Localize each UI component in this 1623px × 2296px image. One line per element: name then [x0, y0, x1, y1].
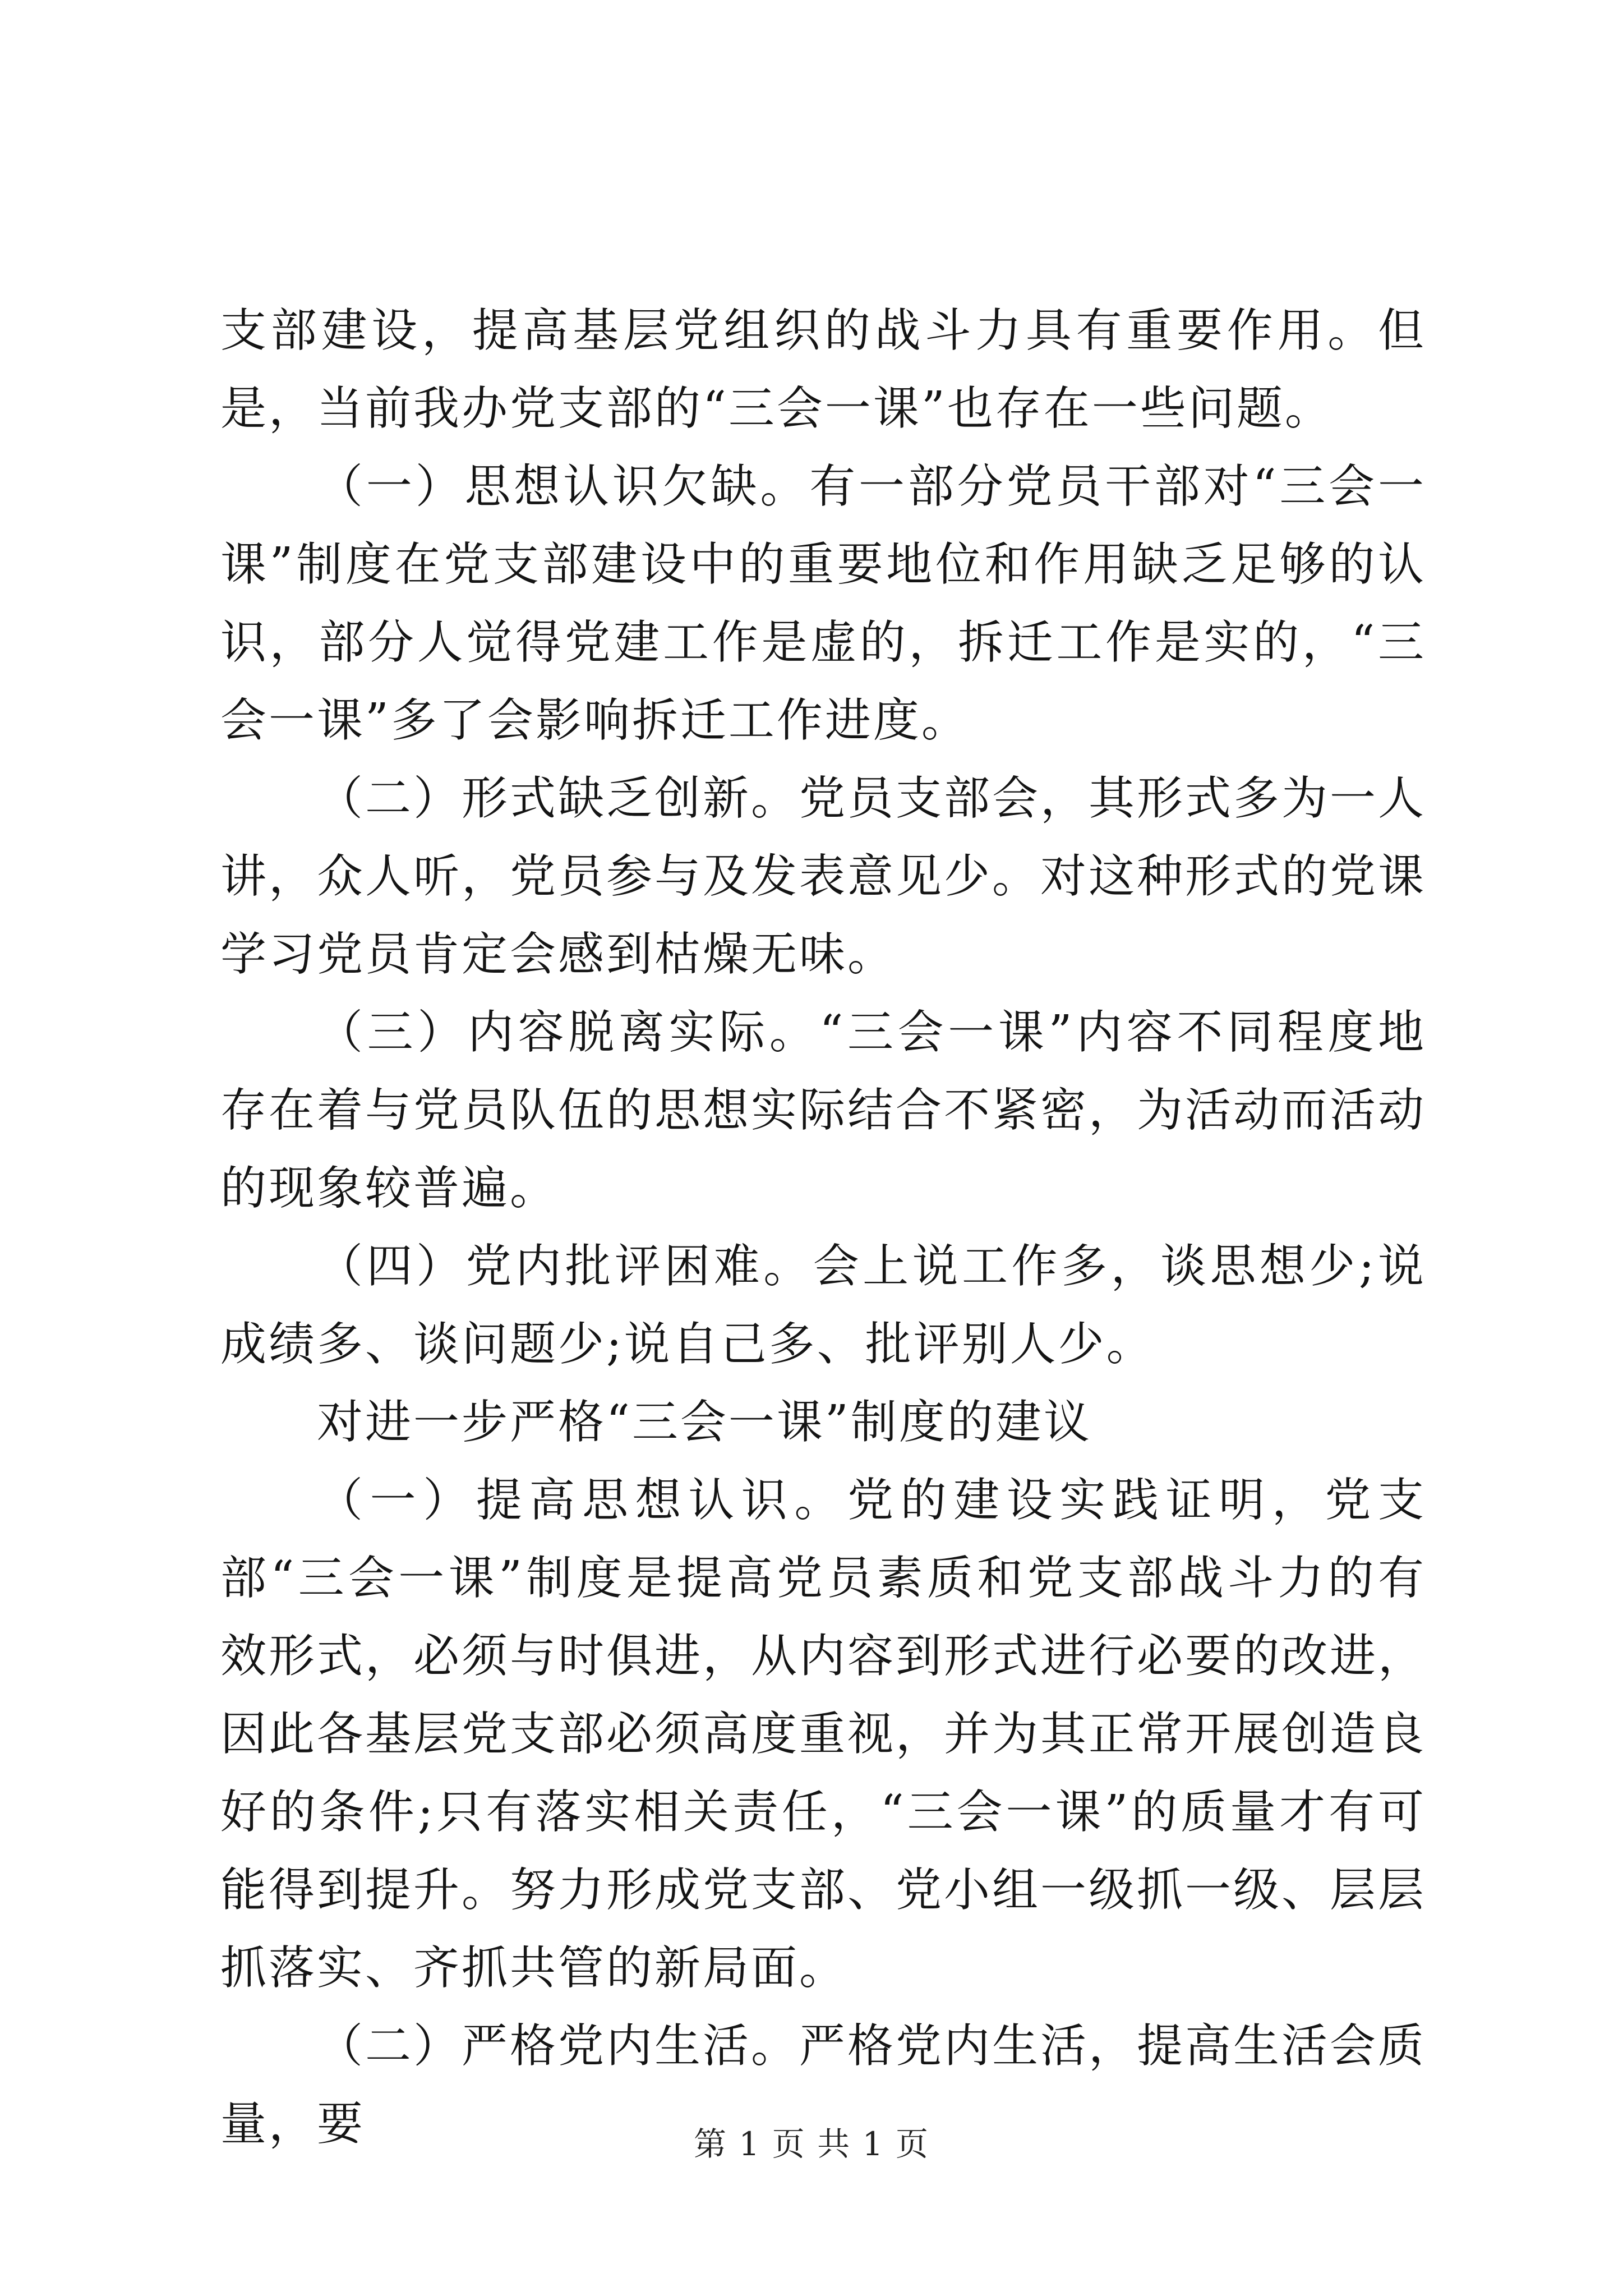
section-heading-suggestions: 对进一步严格“三会一课”制度的建议	[317, 1396, 1092, 1449]
paragraph-suggestion-2: （二）严格党内生活。严格党内生活，提高生活会质量，要	[220, 2019, 1427, 2151]
paragraph-suggestion-1: （一）提高思想认识。党的建设实践证明，党支部“三会一课”制度是提高党员素质和党支部战斗力的有效形式，必须与时俱进，从内容到形式进行必要的改进，因此各基层党支部必须高度重视，并为其正常开展创造良好的条件;只有落实相关责任，“三会一课”的质量才有可能得到提升。努力形成党支部、党小组一级抓一级、层层抓落实、齐抓共管的新局面。	[220, 1474, 1427, 1995]
paragraph-issue-4: （四）党内批评困难。会上说工作多，谈思想少;说成绩多、谈问题少;说自己多、批评别人少。	[220, 1240, 1426, 1371]
paragraph-issue-3: （三）内容脱离实际。“三会一课”内容不同程度地存在着与党员队伍的思想实际结合不紧密，为活动而活动的现象较普遍。	[220, 1006, 1427, 1215]
paragraph-continuation: 支部建设，提高基层党组织的战斗力具有重要作用。但是，当前我办党支部的“三会一课”也存在一些问题。	[220, 304, 1426, 435]
paragraph-issue-1: （一）思想认识欠缺。有一部分党员干部对“三会一课”制度在党支部建设中的重要地位和作用缺乏足够的认识，部分人觉得党建工作是虚的，拆迁工作是实的，“三会一课”多了会影响拆迁工作进度。	[220, 460, 1426, 747]
document-body	[220, 292, 1426, 2163]
paragraph-issue-2: （二）形式缺乏创新。党员支部会，其形式多为一人讲，众人听，党员参与及发表意见少。对这种形式的党课学习党员肯定会感到枯燥无味。	[220, 772, 1427, 981]
page-footer: 第 1 页 共 1 页	[694, 2125, 929, 2163]
